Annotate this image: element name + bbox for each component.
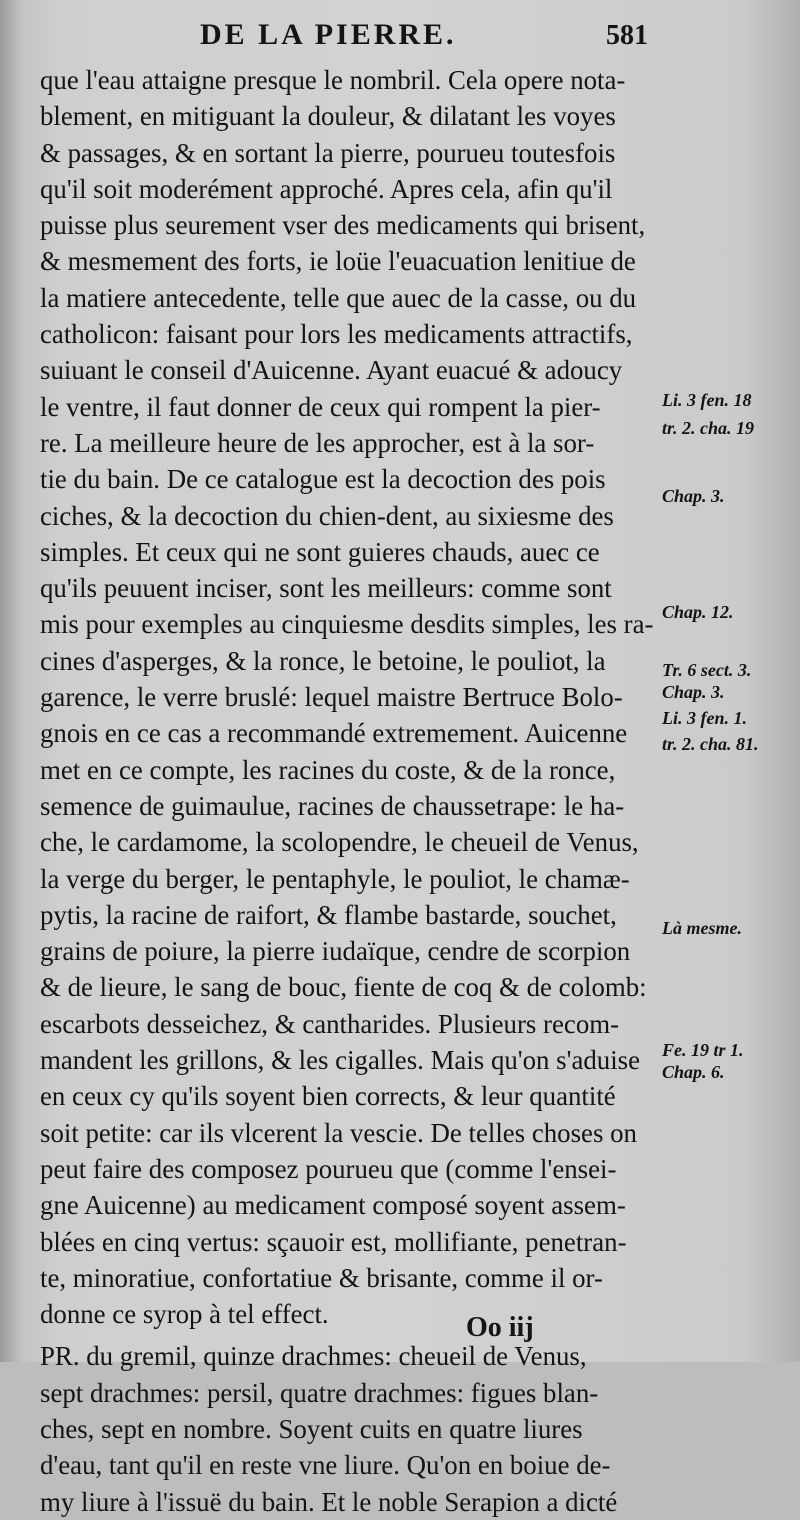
margin-note: Chap. 6. bbox=[662, 1062, 725, 1082]
text-line: escarbots desseichez, & cantharides. Plusieurs recom- bbox=[40, 1008, 620, 1039]
text-line: ches, sept en nombre. Soyent cuits en quatre liures bbox=[40, 1413, 583, 1444]
text-line: & mesmement des forts, ie loüe l'euacuation lenitiue de bbox=[40, 246, 636, 277]
text-line: blement, en mitiguant la douleur, & dilatant les voyes bbox=[40, 101, 616, 132]
margin-note: tr. 2. cha. 81. bbox=[662, 734, 759, 754]
text-line: qu'ils peuuent inciser, sont les meilleurs: comme sont bbox=[40, 573, 612, 604]
margin-note: Chap. 12. bbox=[662, 602, 734, 622]
text-line: simples. Et ceux qui ne sont guieres chauds, auec ce bbox=[40, 536, 600, 567]
text-line: qu'il soit moderément approché. Apres cela, afin qu'il bbox=[40, 173, 613, 204]
text-line: PR. du gremil, quinze drachmes: cheueil de Venus, bbox=[40, 1341, 587, 1372]
text-line: tie du bain. De ce catalogue est la decoction des pois bbox=[40, 464, 606, 495]
margin-note: Tr. 6 sect. 3. bbox=[662, 660, 752, 680]
text-line: donne ce syrop à tel effect. bbox=[40, 1299, 329, 1330]
text-line: en ceux cy qu'ils soyent bien corrects, & leur quantité bbox=[40, 1081, 616, 1112]
text-line: grains de poiure, la pierre iudaïque, cendre de scorpion bbox=[40, 936, 631, 967]
text-line: gnois en ce cas a recommandé extremement. Auicenne bbox=[40, 718, 628, 749]
text-line: & passages, & en sortant la pierre, pourueu toutesfois bbox=[40, 137, 616, 168]
margin-note: Chap. 3. bbox=[662, 486, 725, 506]
margin-note: Li. 3 fen. 18 bbox=[662, 390, 752, 410]
text-line: catholicon: faisant pour lors les medicaments attractifs, bbox=[40, 319, 633, 350]
text-line: la matiere antecedente, telle que auec de la casse, ou du bbox=[40, 282, 637, 313]
margin-note: Chap. 3. bbox=[662, 682, 725, 702]
text-line: gne Auicenne) au medicament composé soyent assem- bbox=[40, 1190, 626, 1221]
text-line: ciches, & la decoction du chien-dent, au sixiesme des bbox=[40, 500, 614, 531]
page-number: 581 bbox=[606, 20, 648, 51]
text-line: garence, le verre bruslé: lequel maistre Bertruce Bolo- bbox=[40, 682, 623, 713]
text-line: che, le cardamome, la scolopendre, le cheueil de Venus, bbox=[40, 827, 639, 858]
text-line: semence de guimaulue, racines de chaussetrape: le ha- bbox=[40, 790, 625, 821]
text-line: peut faire des composez pourueu que (comme l'ensei- bbox=[40, 1153, 617, 1184]
text-line: mandent les grillons, & les cigalles. Mais qu'on s'aduise bbox=[40, 1045, 641, 1076]
text-line: & de lieure, le sang de bouc, fiente de coq & de colomb: bbox=[40, 972, 647, 1003]
text-line: blées en cinq vertus: sçauoir est, mollifiante, penetran- bbox=[40, 1226, 627, 1257]
text-line: soit petite: car ils vlcerent la vescie. De telles choses on bbox=[40, 1117, 637, 1148]
text-line: cines d'asperges, & la ronce, le betoine, le pouliot, la bbox=[40, 645, 606, 676]
text-line: le ventre, il faut donner de ceux qui rompent la pier- bbox=[40, 391, 601, 422]
text-line: pytis, la racine de raifort, & flambe bastarde, souchet, bbox=[40, 899, 617, 930]
text-line: my liure à l'issuë du bain. Et le noble Serapion a dicté bbox=[40, 1486, 618, 1517]
text-line: suiuant le conseil d'Auicenne. Ayant euacué & adoucy bbox=[40, 355, 623, 386]
running-head: DE LA PIERRE. bbox=[200, 18, 457, 51]
body-text bbox=[40, 62, 660, 1520]
margin-note: tr. 2. cha. 19 bbox=[662, 418, 755, 438]
text-line: d'eau, tant qu'il en reste vne liure. Qu'on en boiue de- bbox=[40, 1450, 611, 1481]
text-line: sept drachmes: persil, quatre drachmes: figues blan- bbox=[40, 1377, 599, 1408]
text-line: puisse plus seurement vser des medicaments qui brisent, bbox=[40, 210, 646, 241]
text-line: re. La meilleure heure de les approcher, est à la sor- bbox=[40, 427, 595, 458]
margin-note: Là mesme. bbox=[662, 918, 742, 938]
text-line: la verge du berger, le pentaphyle, le pouliot, le chamæ- bbox=[40, 863, 630, 894]
signature-mark: Oo iij bbox=[466, 1312, 534, 1343]
text-line: met en ce compte, les racines du coste, & de la ronce, bbox=[40, 754, 616, 785]
margin-note: Li. 3 fen. 1. bbox=[662, 708, 747, 728]
margin-note: Fe. 19 tr 1. bbox=[662, 1040, 744, 1060]
text-line: te, minoratiue, confortatiue & brisante, comme il or- bbox=[40, 1262, 603, 1293]
text-line: mis pour exemples au cinquiesme desdits simples, les ra- bbox=[40, 609, 654, 640]
text-line: que l'eau attaigne presque le nombril. Cela opere nota- bbox=[40, 65, 626, 95]
